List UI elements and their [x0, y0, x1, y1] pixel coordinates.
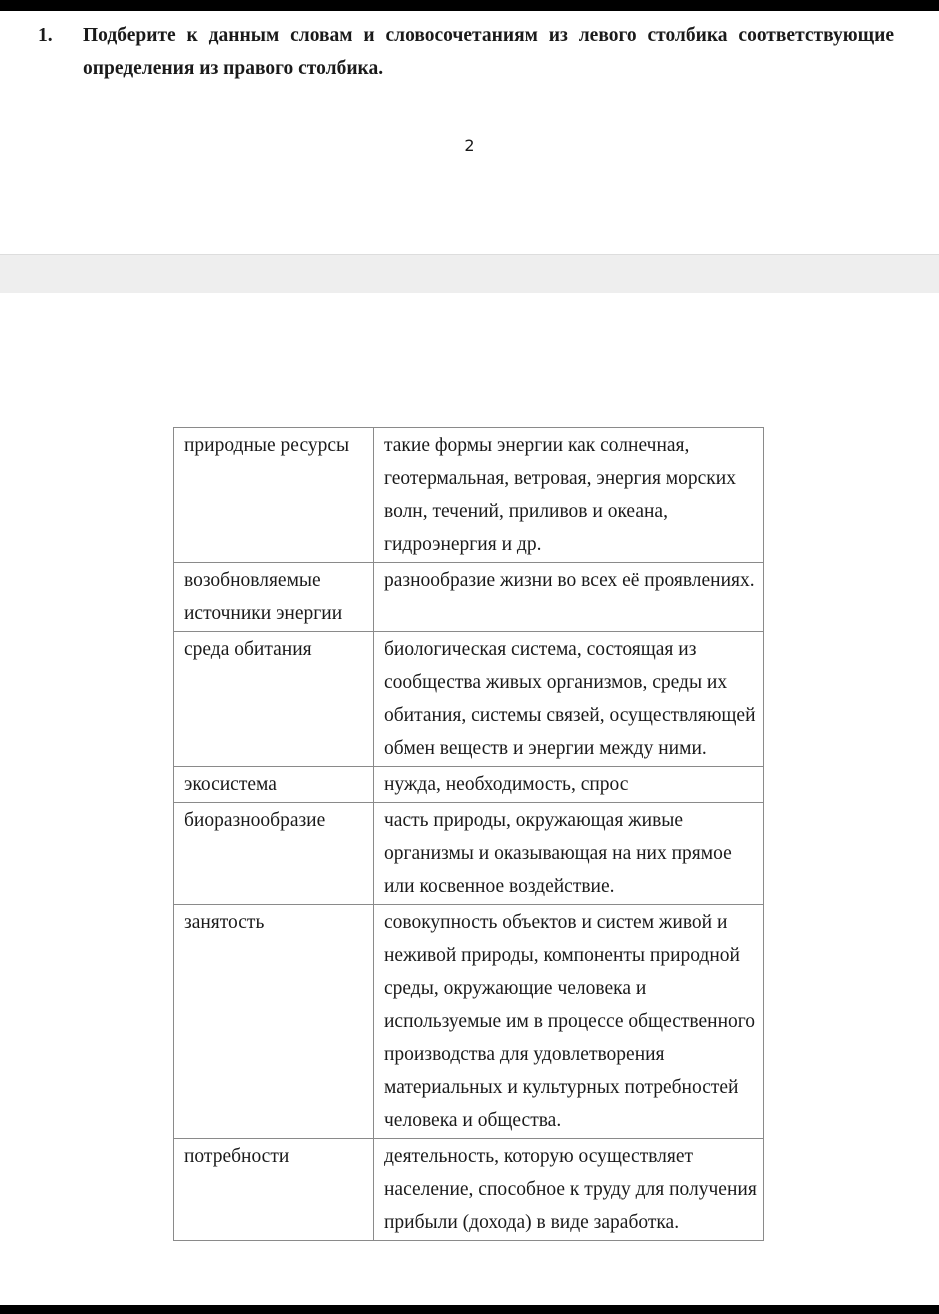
table-row: [174, 803, 764, 905]
table-row: [174, 428, 764, 563]
table-row: [174, 1139, 764, 1241]
definition-cell: разнообразие жизни во всех её проявлениях.: [374, 563, 764, 632]
table-row: [174, 905, 764, 1139]
page-separator: [0, 254, 939, 293]
term-cell: занятость: [174, 905, 374, 1139]
table-row: [174, 632, 764, 767]
definition-cell: биологическая система, состоящая из сообщества живых организмов, среды их обитания, системы связей, осуществляющей обмен веществ и энергии между ними.: [374, 632, 764, 767]
task-instruction: [38, 19, 894, 85]
bottom-black-bar: [0, 1305, 939, 1314]
term-cell: возобновляемые источники энергии: [174, 563, 374, 632]
top-black-bar: [0, 0, 939, 11]
term-cell: потребности: [174, 1139, 374, 1241]
definition-cell: совокупность объектов и систем живой и неживой природы, компоненты природной среды, окружающие человека и используемые им в процессе общественного производства для удовлетворения материальных и культурных потребностей человека и общества.: [374, 905, 764, 1139]
term-cell: экосистема: [174, 767, 374, 803]
matching-table: [173, 427, 764, 1241]
task-number: 1.: [38, 25, 53, 46]
definition-cell: деятельность, которую осуществляет население, способное к труду для получения прибыли (дохода) в виде заработка.: [374, 1139, 764, 1241]
term-cell: среда обитания: [174, 632, 374, 767]
task-text: Подберите к данным словам и словосочетаниям из левого столбика соответствующие определения из правого столбика.: [83, 25, 894, 79]
page-number: 2: [464, 136, 475, 155]
term-cell: биоразнообразие: [174, 803, 374, 905]
table-row: [174, 563, 764, 632]
term-cell: природные ресурсы: [174, 428, 374, 563]
definition-cell: нужда, необходимость, спрос: [374, 767, 764, 803]
definition-cell: такие формы энергии как солнечная, геотермальная, ветровая, энергия морских волн, течений, приливов и океана, гидроэнергия и др.: [374, 428, 764, 563]
table-row: [174, 767, 764, 803]
definition-cell: часть природы, окружающая живые организмы и оказывающая на них прямое или косвенное воздействие.: [374, 803, 764, 905]
